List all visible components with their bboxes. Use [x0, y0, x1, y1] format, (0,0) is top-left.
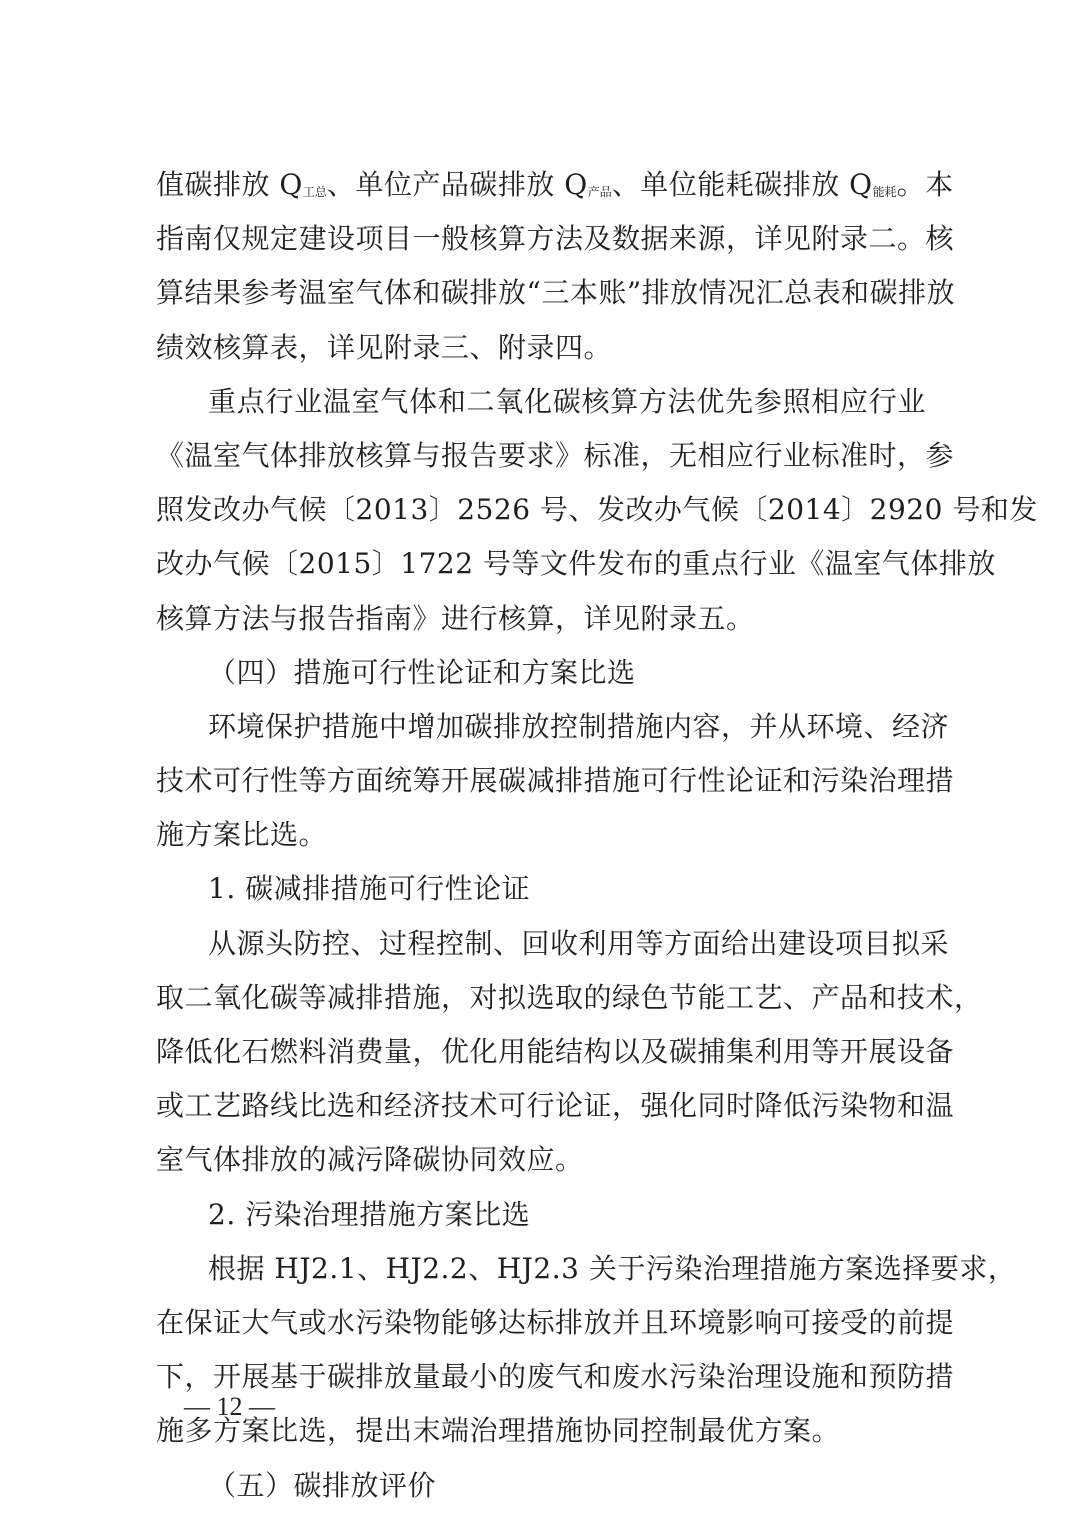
subsection-heading: 1. 碳减排措施可行性论证: [208, 872, 531, 906]
paragraph-start: 重点行业温室气体和二氧化碳核算方法优先参照相应行业: [208, 384, 926, 418]
text-run: 、单位能耗碳排放 Q: [611, 168, 873, 201]
text-line: 下，开展基于碳排放量最小的废气和废水污染治理设施和预防措: [156, 1360, 955, 1394]
text-line: 施方案比选。: [156, 818, 328, 852]
text-line: 算结果参考温室气体和碳排放“三本账”排放情况汇总表和碳排放: [156, 276, 956, 310]
text-run: 值碳排放 Q: [156, 168, 303, 201]
subscript: 工总: [302, 185, 327, 199]
text-line: 在保证大气或水污染物能够达标排放并且环境影响可接受的前提: [156, 1305, 955, 1339]
paragraph-start: 环境保护措施中增加碳排放控制措施内容，并从环境、经济: [208, 709, 950, 743]
paragraph-start: 从源头防控、过程控制、回收利用等方面给出建设项目拟采: [208, 926, 950, 960]
subsection-heading: 2. 污染治理措施方案比选: [208, 1197, 531, 1231]
text-line: 室气体排放的减污降碳协同效应。: [156, 1143, 584, 1177]
page-number: — 12 —: [184, 1392, 275, 1421]
section-heading: （五）碳排放评价: [208, 1468, 437, 1502]
text-line: 指南仅规定建设项目一般核算方法及数据来源，详见附录二。核: [156, 222, 955, 256]
section-heading: （四）措施可行性论证和方案比选: [208, 655, 636, 689]
subscript: 产品: [587, 185, 612, 199]
text-line: 取二氧化碳等减排措施，对拟选取的绿色节能工艺、产品和技术，: [156, 980, 983, 1014]
subscript: 能耗: [872, 185, 897, 199]
text-line: 或工艺路线比选和经济技术可行论证，强化同时降低污染物和温: [156, 1089, 955, 1123]
text-line: 《温室气体排放核算与报告要求》标准，无相应行业标准时，参: [156, 438, 955, 472]
text-line: 改办气候〔2015〕1722 号等文件发布的重点行业《温室气体排放: [156, 547, 996, 581]
body-text: [156, 158, 1038, 1513]
text-line: [156, 158, 954, 212]
text-run: 。本: [896, 168, 954, 201]
text-line: 照发改办气候〔2013〕2526 号、发改办气候〔2014〕2920 号和发: [156, 493, 1038, 527]
text-run: 、单位产品碳排放 Q: [326, 168, 588, 201]
text-line: 绩效核算表，详见附录三、附录四。: [156, 330, 613, 364]
text-line: 降低化石燃料消费量，优化用能结构以及碳捕集利用等开展设备: [156, 1035, 955, 1068]
paragraph-start: 根据 HJ2.1、HJ2.2、HJ2.3 关于污染治理措施方案选择要求，: [208, 1251, 1017, 1285]
text-line: 施多方案比选，提出末端治理措施协同控制最优方案。: [156, 1414, 841, 1448]
text-line: 技术可行性等方面统筹开展碳减排措施可行性论证和污染治理措: [156, 764, 955, 798]
text-line: 核算方法与报告指南》进行核算，详见附录五。: [156, 601, 755, 635]
